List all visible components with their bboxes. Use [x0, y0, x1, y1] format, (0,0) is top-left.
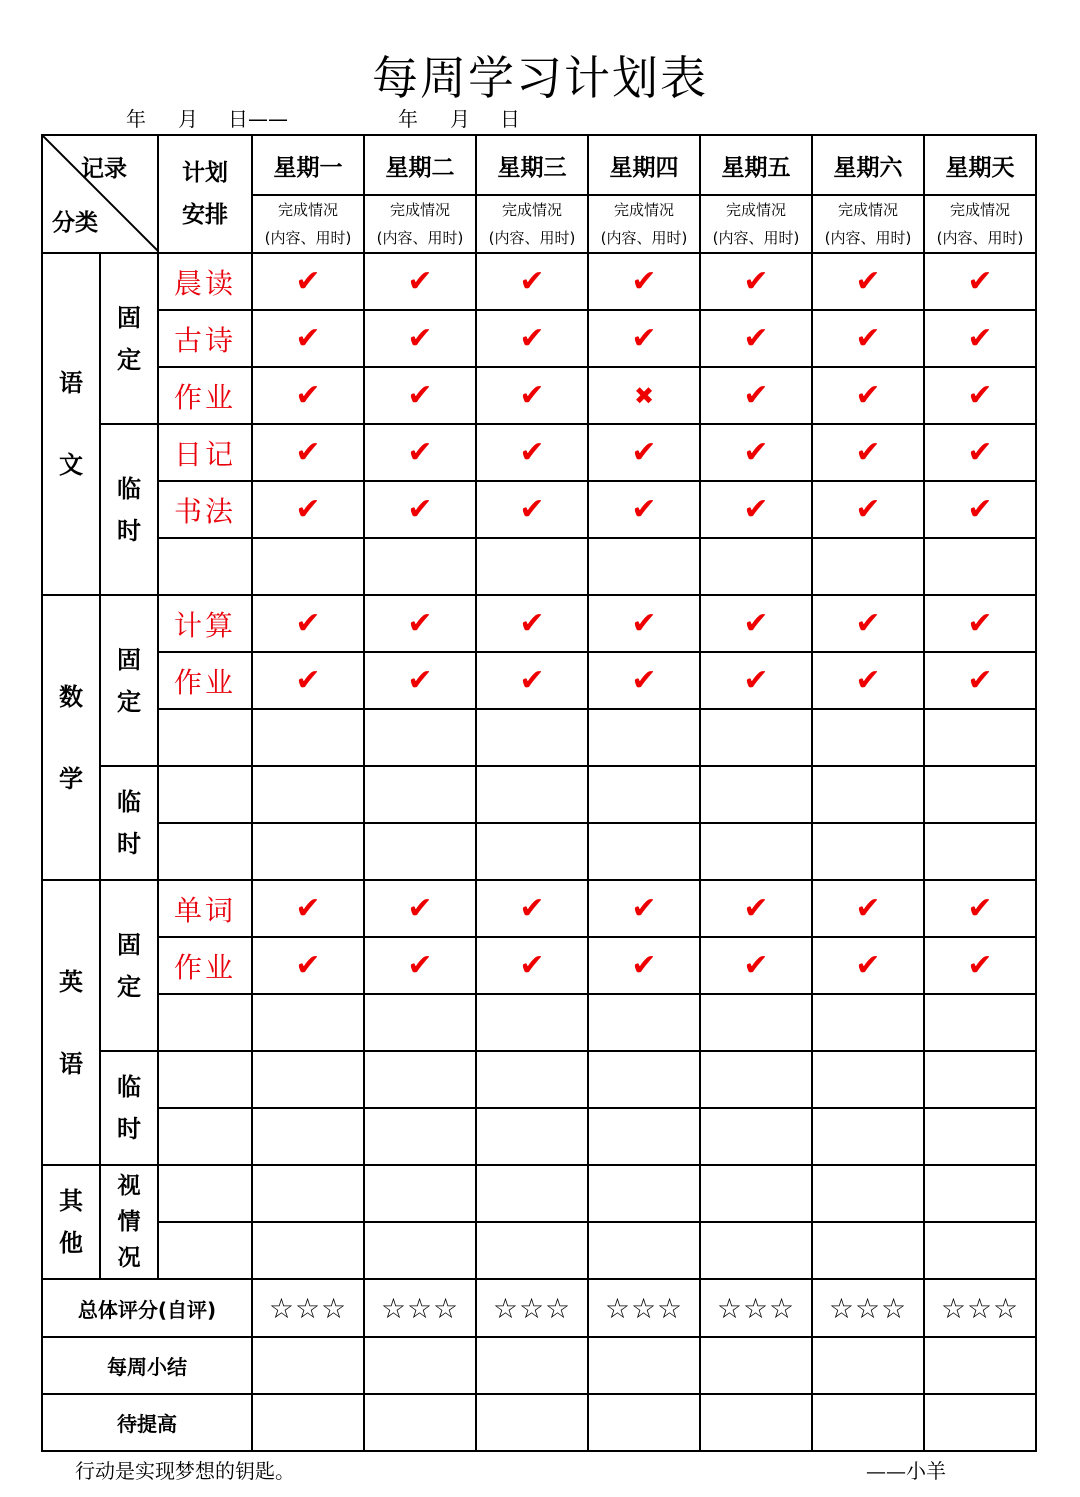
check-icon[interactable]: ✔ [364, 481, 476, 538]
table-row [42, 823, 1036, 880]
check-icon[interactable]: ✔ [700, 253, 812, 310]
subject-char: 语 [59, 369, 83, 397]
status-cell[interactable] [476, 823, 588, 880]
group-fixed [100, 253, 158, 424]
status-cell[interactable] [476, 538, 588, 595]
status-cell[interactable] [700, 1165, 812, 1222]
check-icon[interactable]: ✔ [252, 253, 364, 310]
corner-record-label: 记录 [81, 156, 127, 182]
status-cell[interactable] [700, 766, 812, 823]
table-row [42, 880, 1036, 937]
improve-cell[interactable] [700, 1394, 812, 1451]
check-icon[interactable]: ✔ [476, 880, 588, 937]
day-header: 星期四 [588, 135, 700, 195]
group-char: 临 [117, 474, 141, 503]
status-cell[interactable] [252, 823, 364, 880]
status-cell[interactable] [588, 1165, 700, 1222]
status-cell[interactable] [924, 994, 1036, 1051]
group-char: 固 [117, 930, 141, 959]
check-icon[interactable]: ✔ [812, 367, 924, 424]
group-fixed [100, 595, 158, 766]
status-cell[interactable] [700, 1051, 812, 1108]
status-header: 完成情况 (内容、用时) [476, 195, 588, 253]
check-icon[interactable]: ✔ [812, 937, 924, 994]
check-icon[interactable]: ✔ [252, 595, 364, 652]
table-row [42, 766, 1036, 823]
task-cell[interactable]: 书法 [158, 481, 252, 538]
task-cell[interactable]: 计算 [158, 595, 252, 652]
status-cell[interactable] [364, 766, 476, 823]
status-cell[interactable] [700, 1222, 812, 1279]
summary-cell[interactable] [812, 1337, 924, 1394]
status-cell[interactable] [588, 1222, 700, 1279]
task-cell[interactable]: 作业 [158, 937, 252, 994]
table-row [42, 424, 1036, 481]
subject-char: 文 [59, 451, 83, 479]
task-cell[interactable]: 作业 [158, 367, 252, 424]
status-cell[interactable] [588, 1108, 700, 1165]
check-icon[interactable]: ✔ [364, 880, 476, 937]
task-cell[interactable] [158, 1108, 252, 1165]
status-header: 完成情况 (内容、用时) [588, 195, 700, 253]
table-row [42, 1222, 1036, 1279]
plan-header-line2: 安排 [182, 202, 228, 228]
task-cell[interactable] [158, 538, 252, 595]
check-icon[interactable]: ✔ [476, 253, 588, 310]
summary-cell[interactable] [924, 1337, 1036, 1394]
date-year-end: 年 [398, 107, 418, 131]
group-char: 定 [117, 972, 141, 1001]
check-icon[interactable]: ✔ [812, 481, 924, 538]
plan-header-line1: 计划 [182, 160, 228, 186]
corner-category-label: 分类 [52, 210, 98, 236]
status-cell[interactable] [588, 1051, 700, 1108]
check-icon[interactable]: ✔ [700, 880, 812, 937]
table-row [42, 937, 1036, 994]
task-cell[interactable]: 单词 [158, 880, 252, 937]
task-cell[interactable] [158, 994, 252, 1051]
task-cell[interactable] [158, 823, 252, 880]
status-cell[interactable] [588, 766, 700, 823]
table-row [42, 1108, 1036, 1165]
rating-stars[interactable]: ☆☆☆ [588, 1279, 700, 1337]
group-temp [100, 766, 158, 880]
table-row [42, 310, 1036, 367]
status-cell[interactable] [364, 823, 476, 880]
table-row [42, 709, 1036, 766]
rating-stars[interactable]: ☆☆☆ [812, 1279, 924, 1337]
check-icon[interactable]: ✔ [588, 253, 700, 310]
plan-table [41, 134, 1037, 1452]
summary-cell[interactable] [252, 1337, 364, 1394]
status-cell[interactable] [588, 538, 700, 595]
table-row [42, 652, 1036, 709]
group-char: 定 [117, 687, 141, 716]
summary-label: 每周小结 [42, 1337, 252, 1394]
status-cell[interactable] [364, 1222, 476, 1279]
group-temp [100, 1051, 158, 1165]
check-icon[interactable]: ✔ [364, 424, 476, 481]
rating-stars[interactable]: ☆☆☆ [364, 1279, 476, 1337]
check-icon[interactable]: ✔ [588, 424, 700, 481]
date-month-end: 月 [450, 107, 470, 131]
status-cell[interactable] [812, 1222, 924, 1279]
status-cell[interactable] [812, 823, 924, 880]
status-cell[interactable] [812, 709, 924, 766]
status-cell[interactable] [476, 994, 588, 1051]
rating-stars[interactable]: ☆☆☆ [476, 1279, 588, 1337]
group-char: 情 [117, 1209, 141, 1235]
status-cell[interactable] [252, 994, 364, 1051]
summary-cell[interactable] [700, 1337, 812, 1394]
check-icon[interactable]: ✔ [364, 652, 476, 709]
status-cell[interactable] [812, 1165, 924, 1222]
check-icon[interactable]: ✔ [476, 937, 588, 994]
status-cell[interactable] [476, 1165, 588, 1222]
check-icon[interactable]: ✔ [812, 652, 924, 709]
summary-cell[interactable] [588, 1337, 700, 1394]
status-cell[interactable] [252, 709, 364, 766]
status-cell[interactable] [812, 1108, 924, 1165]
group-fixed [100, 880, 158, 1051]
check-icon[interactable]: ✔ [364, 367, 476, 424]
table-row [42, 994, 1036, 1051]
status-cell[interactable] [924, 709, 1036, 766]
subject-other [42, 1165, 100, 1279]
status-cell[interactable] [700, 994, 812, 1051]
status-cell[interactable] [476, 709, 588, 766]
check-icon[interactable]: ✔ [700, 595, 812, 652]
check-icon[interactable]: ✔ [588, 652, 700, 709]
status-cell[interactable] [700, 823, 812, 880]
check-icon[interactable]: ✔ [252, 937, 364, 994]
check-icon[interactable]: ✔ [700, 481, 812, 538]
status-cell[interactable] [924, 1222, 1036, 1279]
page-title: 每周学习计划表 [372, 51, 708, 105]
check-icon[interactable]: ✔ [588, 310, 700, 367]
status-cell[interactable] [476, 1051, 588, 1108]
status-cell[interactable] [364, 1051, 476, 1108]
group-char: 时 [117, 1115, 141, 1143]
status-cell[interactable] [588, 994, 700, 1051]
check-icon[interactable]: ✔ [252, 880, 364, 937]
status-cell[interactable] [700, 1108, 812, 1165]
status-cell[interactable] [812, 994, 924, 1051]
rating-stars[interactable]: ☆☆☆ [252, 1279, 364, 1337]
check-icon[interactable]: ✔ [700, 367, 812, 424]
check-icon[interactable]: ✔ [812, 253, 924, 310]
check-icon[interactable]: ✔ [812, 880, 924, 937]
check-icon[interactable]: ✔ [476, 652, 588, 709]
table-row [42, 367, 1036, 424]
status-cell[interactable] [924, 1108, 1036, 1165]
status-cell[interactable] [252, 1051, 364, 1108]
subject-math [42, 595, 100, 880]
day-header: 星期六 [812, 135, 924, 195]
check-icon[interactable]: ✔ [924, 310, 1036, 367]
status-cell[interactable] [252, 1222, 364, 1279]
check-icon[interactable]: ✔ [252, 424, 364, 481]
check-icon[interactable]: ✔ [364, 595, 476, 652]
status-cell[interactable] [476, 1222, 588, 1279]
check-icon[interactable]: ✔ [364, 253, 476, 310]
subject-char: 他 [59, 1229, 83, 1257]
date-day-end: 日 [500, 107, 520, 131]
check-icon[interactable]: ✔ [476, 595, 588, 652]
subject-char: 语 [59, 1049, 83, 1078]
check-icon[interactable]: ✔ [476, 367, 588, 424]
improve-cell[interactable] [364, 1394, 476, 1451]
check-icon[interactable]: ✔ [252, 652, 364, 709]
status-header: 完成情况 (内容、用时) [252, 195, 364, 253]
task-cell[interactable] [158, 1051, 252, 1108]
status-header: 完成情况 (内容、用时) [812, 195, 924, 253]
date-year-start: 年 [126, 107, 146, 131]
day-header: 星期一 [252, 135, 364, 195]
improve-cell[interactable] [588, 1394, 700, 1451]
status-cell[interactable] [812, 538, 924, 595]
group-depends [100, 1165, 158, 1279]
check-icon[interactable]: ✔ [812, 595, 924, 652]
rating-stars[interactable]: ☆☆☆ [924, 1279, 1036, 1337]
status-cell[interactable] [252, 1108, 364, 1165]
group-char: 固 [117, 645, 141, 674]
status-cell[interactable] [924, 766, 1036, 823]
check-icon[interactable]: ✔ [476, 310, 588, 367]
group-char: 时 [117, 830, 141, 858]
check-icon[interactable]: ✔ [700, 652, 812, 709]
status-cell[interactable] [364, 994, 476, 1051]
improve-cell[interactable] [476, 1394, 588, 1451]
plan-header [158, 135, 252, 253]
check-icon[interactable]: ✔ [700, 937, 812, 994]
task-cell[interactable] [158, 1222, 252, 1279]
task-cell[interactable] [158, 709, 252, 766]
check-icon[interactable]: ✔ [252, 481, 364, 538]
check-icon[interactable]: ✔ [588, 937, 700, 994]
subject-char: 数 [59, 682, 83, 711]
status-cell[interactable] [700, 538, 812, 595]
group-char: 临 [117, 788, 141, 816]
subject-char: 其 [59, 1187, 83, 1215]
check-icon[interactable]: ✔ [924, 253, 1036, 310]
status-cell[interactable] [364, 1165, 476, 1222]
task-cell[interactable]: 晨读 [158, 253, 252, 310]
table-row [42, 481, 1036, 538]
task-cell[interactable]: 作业 [158, 652, 252, 709]
summary-cell[interactable] [476, 1337, 588, 1394]
status-cell[interactable] [252, 766, 364, 823]
status-cell[interactable] [588, 709, 700, 766]
rating-label: 总体评分(自评) [42, 1279, 252, 1337]
status-cell[interactable] [252, 1165, 364, 1222]
check-icon[interactable]: ✔ [364, 310, 476, 367]
status-header: 完成情况 (内容、用时) [924, 195, 1036, 253]
status-header: 完成情况 (内容、用时) [700, 195, 812, 253]
check-icon[interactable]: ✔ [476, 481, 588, 538]
date-month-start: 月 [178, 107, 198, 131]
check-icon[interactable]: ✔ [700, 310, 812, 367]
improve-label: 待提高 [42, 1394, 252, 1451]
check-icon[interactable]: ✔ [476, 424, 588, 481]
check-icon[interactable]: ✔ [924, 367, 1036, 424]
status-cell[interactable] [252, 538, 364, 595]
check-icon[interactable]: ✔ [252, 310, 364, 367]
check-icon[interactable]: ✔ [924, 595, 1036, 652]
table-row [42, 538, 1036, 595]
status-cell[interactable] [812, 1051, 924, 1108]
check-icon[interactable]: ✔ [924, 652, 1036, 709]
table-row [42, 595, 1036, 652]
status-cell[interactable] [476, 766, 588, 823]
status-cell[interactable] [364, 709, 476, 766]
check-icon[interactable]: ✔ [924, 937, 1036, 994]
improve-cell[interactable] [252, 1394, 364, 1451]
date-day-start: 日—— [228, 107, 288, 131]
check-icon[interactable]: ✔ [588, 595, 700, 652]
check-icon[interactable]: ✔ [924, 481, 1036, 538]
check-icon[interactable]: ✔ [812, 310, 924, 367]
check-icon[interactable]: ✔ [588, 481, 700, 538]
group-char: 视 [117, 1173, 141, 1199]
check-icon[interactable]: ✔ [924, 424, 1036, 481]
motto-quote: 行动是实现梦想的钥匙。 [75, 1459, 295, 1483]
status-cell[interactable] [364, 538, 476, 595]
status-cell[interactable] [700, 709, 812, 766]
subject-char: 学 [59, 764, 83, 793]
subject-chinese [42, 253, 100, 595]
group-char: 况 [117, 1245, 141, 1271]
status-cell[interactable] [364, 1108, 476, 1165]
group-char: 时 [117, 516, 141, 545]
improve-cell[interactable] [924, 1394, 1036, 1451]
check-icon[interactable]: ✔ [812, 424, 924, 481]
group-char: 定 [117, 345, 141, 374]
check-icon[interactable]: ✔ [252, 367, 364, 424]
subject-char: 英 [59, 967, 83, 996]
status-cell[interactable] [924, 1165, 1036, 1222]
motto-author: ——小羊 [866, 1459, 946, 1483]
group-char: 临 [117, 1073, 141, 1101]
status-cell[interactable] [476, 1108, 588, 1165]
day-header: 星期二 [364, 135, 476, 195]
status-cell[interactable] [924, 538, 1036, 595]
day-header: 星期天 [924, 135, 1036, 195]
task-cell[interactable] [158, 1165, 252, 1222]
corner-cell [42, 135, 158, 253]
status-cell[interactable] [924, 823, 1036, 880]
status-cell[interactable] [588, 823, 700, 880]
status-cell[interactable] [924, 1051, 1036, 1108]
check-icon[interactable]: ✔ [588, 880, 700, 937]
table-row [42, 1165, 1036, 1222]
status-cell[interactable] [812, 766, 924, 823]
rating-stars[interactable]: ☆☆☆ [700, 1279, 812, 1337]
cross-icon[interactable]: ✖ [588, 367, 700, 424]
group-char: 固 [117, 303, 141, 332]
check-icon[interactable]: ✔ [700, 424, 812, 481]
table-row [42, 1051, 1036, 1108]
task-cell[interactable]: 古诗 [158, 310, 252, 367]
check-icon[interactable]: ✔ [364, 937, 476, 994]
improve-cell[interactable] [812, 1394, 924, 1451]
subject-english [42, 880, 100, 1165]
summary-cell[interactable] [364, 1337, 476, 1394]
day-header: 星期五 [700, 135, 812, 195]
task-cell[interactable] [158, 766, 252, 823]
check-icon[interactable]: ✔ [924, 880, 1036, 937]
table-row [42, 253, 1036, 310]
group-temp [100, 424, 158, 595]
day-header: 星期三 [476, 135, 588, 195]
task-cell[interactable]: 日记 [158, 424, 252, 481]
status-header: 完成情况 (内容、用时) [364, 195, 476, 253]
